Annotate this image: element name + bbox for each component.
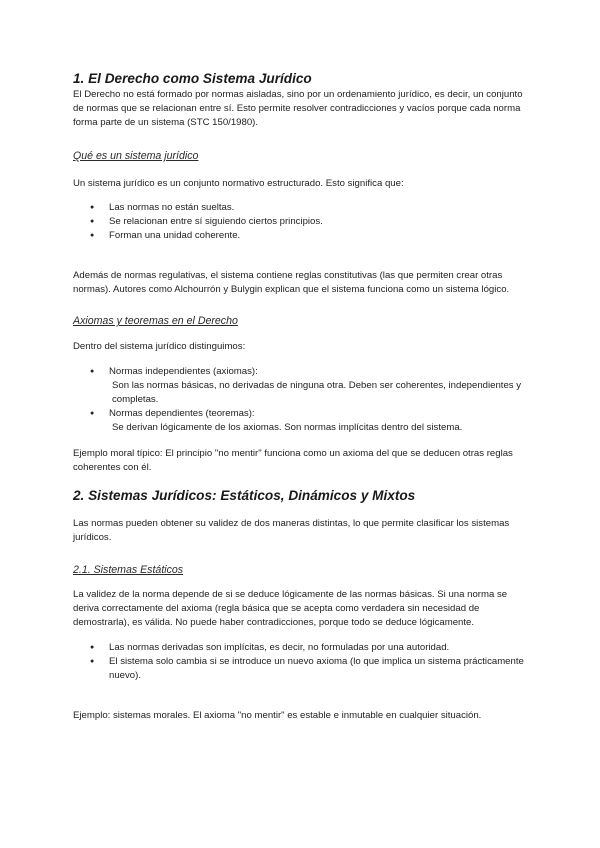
- distinguish-paragraph: Dentro del sistema jurídico distinguimos:: [73, 341, 246, 352]
- list-item: ● Las normas no están sueltas.: [73, 201, 529, 215]
- theorem-description: Se derivan lógicamente de los axiomas. Son normas implícitas dentro del sistema.: [112, 422, 463, 433]
- definition-paragraph: Un sistema jurídico es un conjunto normativo estructurado. Esto significa que:: [73, 178, 404, 189]
- list-item: ● El sistema solo cambia si se introduce un nuevo axioma (lo que implica un sistema prácticamente nuevo).: [73, 655, 529, 683]
- subheading-sistema-juridico: Qué es un sistema jurídico: [73, 150, 199, 162]
- static-example-paragraph: Ejemplo: sistemas morales. El axioma "no mentir" es estable e inmutable en cualquier situación.: [73, 710, 482, 721]
- theorem-label: ● Normas dependientes (teoremas):: [109, 408, 255, 419]
- constitutive-rules-paragraph: Además de normas regulativas, el sistema contiene reglas constitutivas (las que permiten crear otras normas). Autores como Alchourrón y Bulygin explican que el sistema funciona como un sistema lógico.: [73, 270, 510, 295]
- section-1-intro: El Derecho no está formado por normas aisladas, sino por un ordenamiento jurídico, es decir, un conjunto de normas que se relacionan entre sí. Esto permite resolver contradicciones y vacíos porque cada norma forma parte de un sistema (STC 150/1980).: [73, 89, 523, 128]
- moral-example-paragraph: Ejemplo moral típico: El principio "no mentir" funciona como un axioma del que se deducen otras reglas coherentes con él.: [73, 448, 513, 473]
- subheading-sistemas-estaticos: 2.1. Sistemas Estáticos: [73, 564, 184, 576]
- axiom-description: Son las normas básicas, no derivadas de ninguna otra. Deben ser coherentes, independientes y completas.: [112, 380, 522, 405]
- properties-list: [73, 201, 529, 243]
- list-item: ● Forman una unidad coherente.: [73, 229, 529, 243]
- section-2-intro: Las normas pueden obtener su validez de dos maneras distintas, lo que permite clasificar los sistemas jurídicos.: [73, 518, 510, 543]
- list-item: ● Se relacionan entre sí siguiendo ciertos principios.: [73, 215, 529, 229]
- document-content: [73, 70, 529, 723]
- static-systems-paragraph: La validez de la norma depende de si se deduce lógicamente de las normas básicas. Si una norma se deriva correctamente del axioma (regla básica que se acepta como verdadera sin necesidad de demostrarla), es válida. No puede haber contradicciones, porque todo se deduce lógicamente.: [73, 589, 508, 628]
- list-item: ● Las normas derivadas son implícitas, es decir, no formuladas por una autoridad.: [73, 641, 529, 655]
- static-systems-list: [73, 641, 529, 683]
- subheading-axiomas: Axiomas y teoremas en el Derecho: [73, 315, 238, 327]
- axiom-label: ● Normas independientes (axiomas):: [109, 366, 258, 377]
- list-item: [73, 365, 529, 407]
- axioms-list: [73, 365, 529, 435]
- list-item: [73, 407, 529, 435]
- section-2-title: 2. Sistemas Jurídicos: Estáticos, Dinámicos y Mixtos: [73, 488, 416, 503]
- section-1-title: 1. El Derecho como Sistema Jurídico: [73, 71, 312, 86]
